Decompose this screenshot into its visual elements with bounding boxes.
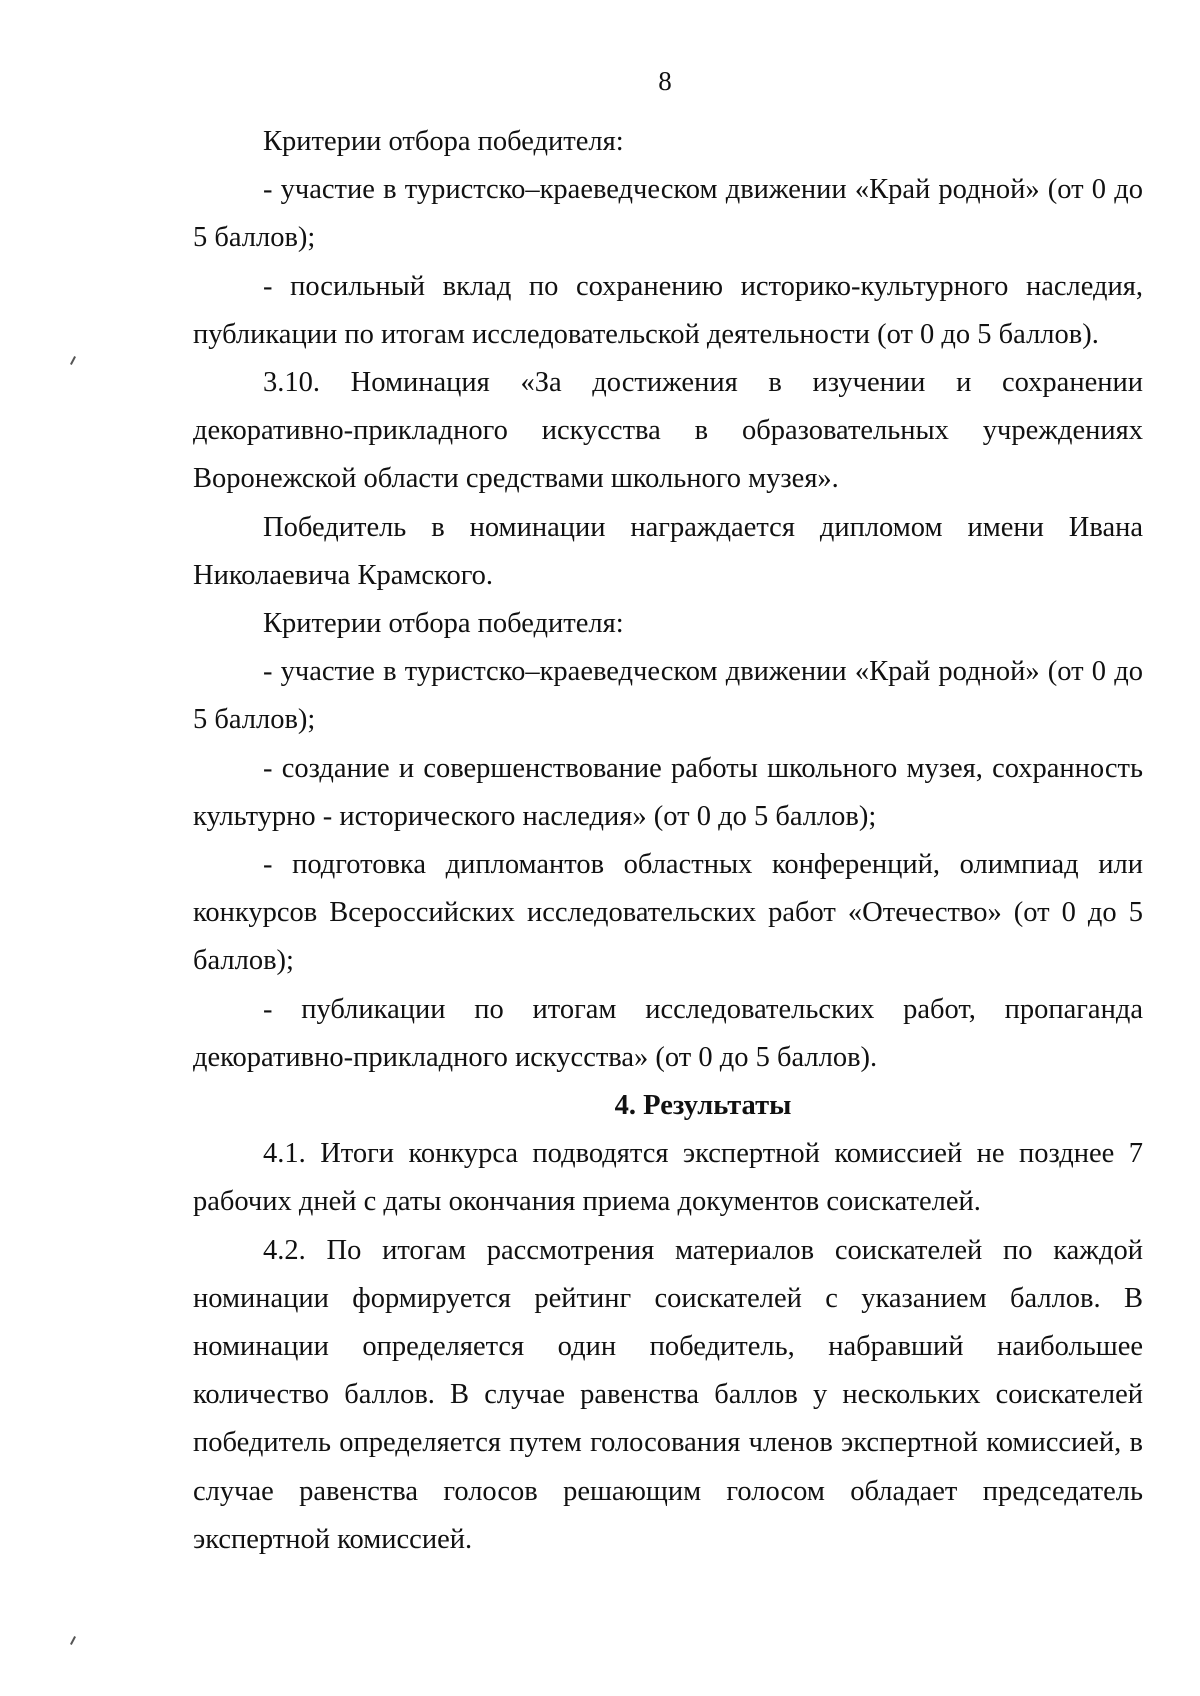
paragraph-winner-award: Победитель в номинации награждается дипломом имени Ивана Николаевича Крамского. (193, 511, 1143, 591)
paragraph-results-4-2: 4.2. По итогам рассмотрения материалов соискателей по каждой номинации формируется рейтинг соискателей с указанием баллов. В номинации определяется один победитель, набравший наибольшее количество баллов. В случае равенства баллов у нескольких соискателей победитель определяется путем голосования членов экспертной комиссией, в случае равенства голосов решающим голосом обладает председатель экспертной комиссией. (193, 1234, 1143, 1555)
paragraph-nomination-3-10: 3.10. Номинация «За достижения в изучении и сохранении декоративно-прикладного искусства в образовательных учреждениях Воронежской области средствами школьного музея». (193, 367, 1143, 495)
document-body (193, 118, 1143, 1564)
paragraph-criterion-heritage: - посильный вклад по сохранению историко-культурного наследия, публикации по итогам исследовательской деятельности (от 0 до 5 баллов). (193, 270, 1143, 350)
section-heading-results: 4. Результаты (614, 1090, 792, 1122)
paragraph-criterion-tourism-1: - участие в туристско–краеведческом движении «Край родной» (от 0 до 5 баллов); (193, 174, 1143, 254)
paragraph-criterion-publications: - публикации по итогам исследовательских работ, пропаганда декоративно-прикладного искусства» (от 0 до 5 баллов). (193, 993, 1143, 1073)
paragraph-results-4-1: 4.1. Итоги конкурса подводятся экспертной комиссией не позднее 7 рабочих дней с даты окончания приема документов соискателей. (193, 1138, 1143, 1218)
paragraph-criteria-heading-2: Критерии отбора победителя: (263, 608, 624, 640)
paragraph-criterion-tourism-2: - участие в туристско–краеведческом движении «Край родной» (от 0 до 5 баллов); (193, 656, 1143, 736)
scan-mark (70, 356, 76, 365)
paragraph-criteria-heading-1: Критерии отбора победителя: (263, 126, 624, 157)
scan-mark (70, 1636, 76, 1645)
paragraph-criterion-conferences: - подготовка дипломантов областных конференций, олимпиад или конкурсов Всероссийских исследовательских работ «Отечество» (от 0 до 5 баллов); (193, 849, 1143, 977)
page-number: 8 (658, 66, 672, 96)
paragraph-criterion-museum: - создание и совершенствование работы школьного музея, сохранность культурно - исторического наследия» (от 0 до 5 баллов); (193, 752, 1143, 832)
